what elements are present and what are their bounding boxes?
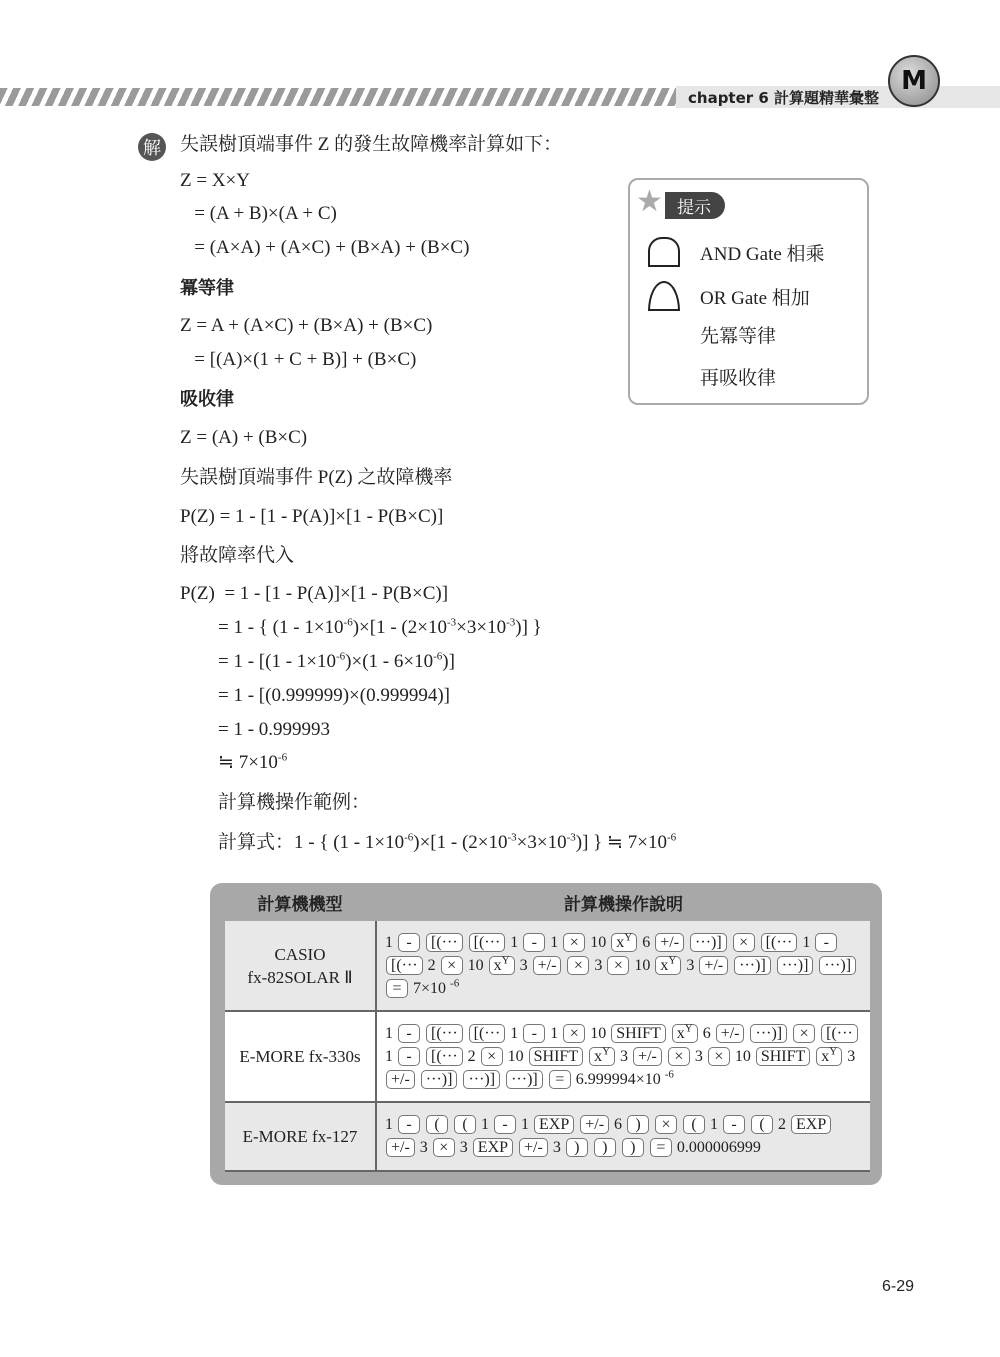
calculator-key: +/-: [633, 1047, 662, 1066]
text-line: ≒ $7\times 10^{-6}$: [180, 751, 288, 773]
calculator-key: [(···: [426, 1024, 463, 1043]
table-row: [225, 1103, 870, 1172]
calculator-key: ): [594, 1138, 616, 1157]
text-line: Z = (A) + (B×C): [180, 427, 308, 448]
calculator-key: ): [622, 1138, 644, 1157]
calculator-key: +/-: [386, 1138, 415, 1157]
calculator-key: +/-: [716, 1024, 745, 1043]
calculator-key: $x^Y$: [489, 956, 515, 975]
answer-badge: 解: [138, 133, 166, 161]
calculator-key: [(···: [386, 956, 423, 975]
text-line: 失誤樹頂端事件 P(Z) 之故障機率: [180, 467, 453, 488]
calculator-key: [(···: [761, 933, 798, 952]
calculator-key: ×: [708, 1047, 730, 1066]
calculator-key: [(···: [469, 933, 506, 952]
calculator-key: SHIFT: [611, 1024, 665, 1043]
calculator-key: ): [566, 1138, 588, 1157]
hint-or: OR Gate 相加: [700, 288, 810, 309]
calculator-key: ×: [563, 933, 585, 952]
calculator-key: EXP: [473, 1138, 513, 1157]
calculator-key: (: [426, 1115, 448, 1134]
text-line: [180, 277, 234, 301]
hint-line3: 先冪等律: [700, 326, 777, 347]
calculator-key: [(···: [821, 1024, 858, 1043]
calculator-key: $x^Y$: [655, 956, 681, 975]
hint-badge: 提示: [665, 192, 725, 219]
operation-cell: 1 - [(··· [(··· 1 - 1 × 10 SHIFT $x^Y$ 6 +/- ···)] × [(··· 1 - [(··· 2 × 10 SHIFT $x^Y$ 3 +/- × 3 × 10 SHIFT $x^Y$ 3 +/- ···)] ···)] ···)] = 6.999994×10 $^{-6}$: [385, 1022, 862, 1091]
text-line: = [(A)×(1 + C + B)] + (B×C): [180, 349, 417, 370]
calculator-key: -: [494, 1115, 516, 1134]
col-header-ops: 計算機操作說明: [564, 894, 683, 915]
hint-line4: 再吸收律: [700, 368, 777, 389]
calculator-key: +/-: [533, 956, 562, 975]
chapter-title: chapter 6 計算題精華彙整: [688, 89, 880, 107]
text-line: = 1 - 0.999993: [180, 719, 331, 740]
calculator-key: ×: [481, 1047, 503, 1066]
text-line: 將故障率代入: [180, 545, 295, 566]
calculator-key: [(···: [469, 1024, 506, 1043]
text-line: P(Z) = 1 - [1 - P(A)]×[1 - P(B×C)]: [180, 506, 444, 527]
calculator-key: SHIFT: [756, 1047, 810, 1066]
calculator-key: -: [815, 933, 837, 952]
calculator-key: (: [751, 1115, 773, 1134]
text-line: 失誤樹頂端事件 Z 的發生故障機率計算如下：: [180, 134, 563, 155]
calculator-key: ×: [441, 956, 463, 975]
text-line: = (A + B)×(A + C): [180, 203, 337, 224]
calculator-key: ×: [793, 1024, 815, 1043]
calculator-key: +/-: [519, 1138, 548, 1157]
text-line: [180, 388, 234, 412]
calculator-key: ···)]: [690, 933, 727, 952]
calculator-key: -: [398, 933, 420, 952]
text-line: Z = A + (A×C) + (B×A) + (B×C): [180, 315, 433, 336]
calculator-key: ···)]: [777, 956, 814, 975]
calculator-key: [(···: [426, 933, 463, 952]
calculator-key: -: [723, 1115, 745, 1134]
calculator-key: -: [398, 1115, 420, 1134]
calculator-key: ×: [433, 1138, 455, 1157]
text-line: Z = X×Y: [180, 170, 250, 191]
col-header-model: 計算機機型: [257, 894, 343, 915]
operation-cell: 1 - [(··· [(··· 1 - 1 × 10 $x^Y$ 6 +/- ···)] × [(··· 1 - [(··· 2 × 10 $x^Y$ 3 +/- × 3 × 10 $x^Y$ 3 +/- ···)] ···)] ···)] = 7×10 $^{-6}$: [385, 931, 862, 1000]
calculator-key: [(···: [426, 1047, 463, 1066]
table-row: [225, 1012, 870, 1103]
calculator-key: (: [454, 1115, 476, 1134]
calculator-key: -: [398, 1047, 420, 1066]
page-number: 6-29: [882, 1278, 915, 1295]
calculator-key: +/-: [699, 956, 728, 975]
calculator-key: ×: [567, 956, 589, 975]
model-cell: E-MORE fx-127: [225, 1103, 377, 1170]
calculator-key: SHIFT: [529, 1047, 583, 1066]
calculator-key: +/-: [580, 1115, 609, 1134]
operation-cell: 1 - ( ( 1 - 1 EXP +/- 6 ) × ( 1 - ( 2 EXP +/- 3 × 3 EXP +/- 3 ) ) ) = 0.000006999: [385, 1113, 862, 1159]
calculator-key: -: [398, 1024, 420, 1043]
calculator-key: (: [683, 1115, 705, 1134]
text-line: P(Z) = 1 - [1 - P(A)]×[1 - P(B×C)]: [180, 583, 449, 604]
hint-and: AND Gate 相乘: [700, 244, 825, 265]
calculator-key: =: [650, 1138, 672, 1157]
calculator-key: $x^Y$: [589, 1047, 615, 1066]
calculator-key: EXP: [534, 1115, 574, 1134]
calculator-key: ···)]: [463, 1070, 500, 1089]
calculator-key: ): [627, 1115, 649, 1134]
calculator-key: =: [386, 979, 408, 998]
calculator-key: $x^Y$: [816, 1047, 842, 1066]
text-line: = (A×A) + (A×C) + (B×A) + (B×C): [180, 237, 470, 258]
text-line: 計算機操作範例：: [180, 792, 371, 813]
text-line: = $1 - [(1 - 1\times 10^{-6})\times(1 - 6\times 10^{-6})]$: [180, 650, 455, 672]
vest-logo-icon: M: [888, 55, 940, 107]
star-wand-icon: ★: [636, 185, 663, 218]
section-heading: 吸收律: [180, 389, 234, 410]
calculator-key: +/-: [386, 1070, 415, 1089]
model-cell: CASIO fx-82SOLAR Ⅱ: [225, 921, 377, 1010]
table-row: [225, 921, 870, 1012]
text-line: = 1 - [(0.999999)×(0.999994)]: [180, 685, 450, 706]
calculator-key: ···)]: [750, 1024, 787, 1043]
calculator-key: ···)]: [506, 1070, 543, 1089]
calculator-key: -: [523, 933, 545, 952]
calculator-key: +/-: [655, 933, 684, 952]
calculator-key: $x^Y$: [611, 933, 637, 952]
section-heading: 冪等律: [180, 278, 234, 299]
calculator-key: ···)]: [819, 956, 856, 975]
calculator-key: ···)]: [421, 1070, 458, 1089]
calculator-key: ×: [563, 1024, 585, 1043]
calculator-key: ×: [733, 933, 755, 952]
calculator-key: ×: [668, 1047, 690, 1066]
model-cell: E-MORE fx-330s: [225, 1012, 377, 1101]
calculator-key: =: [549, 1070, 571, 1089]
and-gate-icon: [648, 237, 680, 267]
text-line: = 1 - { $(1 - 1\times 10^{-6})\times[1 - (2\times 10^{-3}\times 3\times 10^{-3})]$ }: [180, 616, 542, 638]
calculator-key: ···)]: [734, 956, 771, 975]
calculator-key: ×: [655, 1115, 677, 1134]
calculator-key: ×: [607, 956, 629, 975]
text-line: 計算式：1 - { $(1 - 1\times 10^{-6})\times[1 - (2\times 10^{-3}\times 3\times 10^{-3})]$ } ≒ $7\times 10^{-6}$: [180, 831, 677, 853]
calculator-key: EXP: [791, 1115, 831, 1134]
calculator-key: $x^Y$: [672, 1024, 698, 1043]
calculator-key: -: [523, 1024, 545, 1043]
